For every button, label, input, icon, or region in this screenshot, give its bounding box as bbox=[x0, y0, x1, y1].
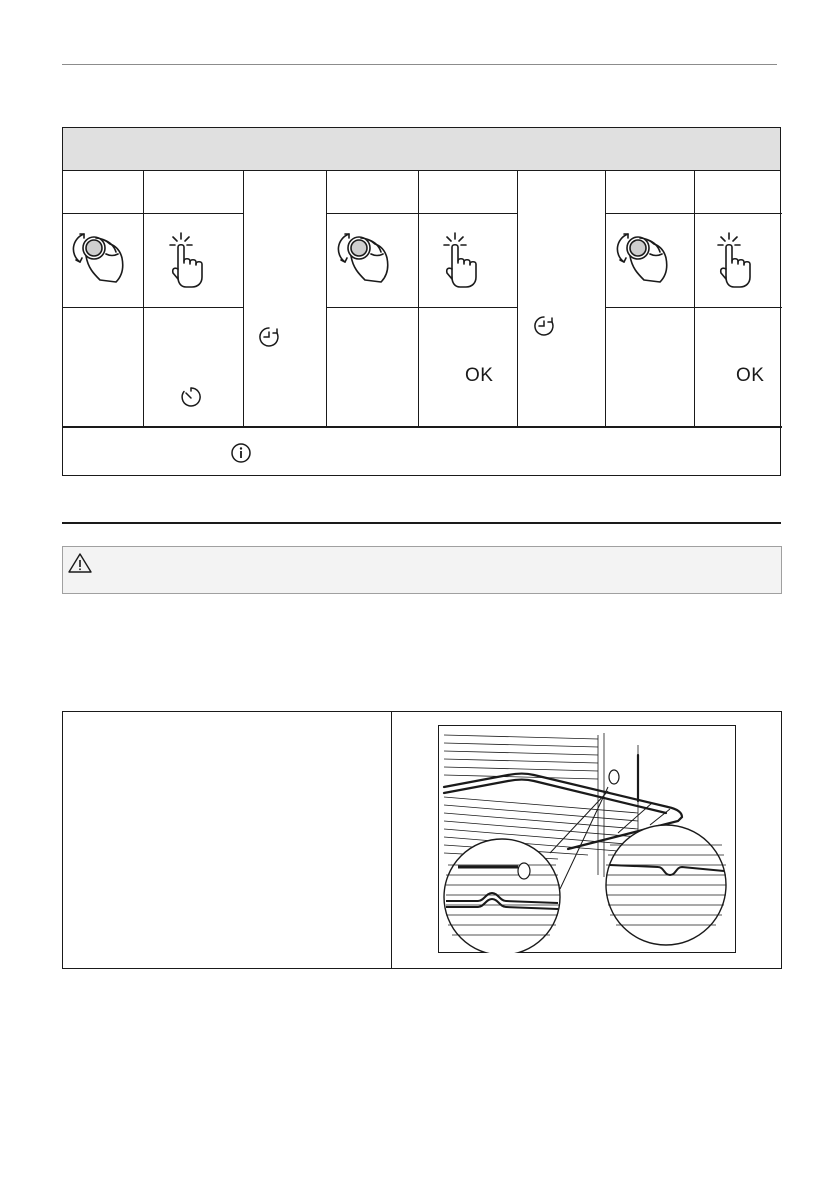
clock-arrow-icon bbox=[257, 325, 281, 349]
warning-triangle-icon bbox=[67, 552, 93, 574]
touch-press-hand-icon bbox=[169, 231, 213, 291]
touch-press-hand-icon bbox=[717, 231, 761, 291]
section-rule bbox=[62, 522, 781, 524]
ok-label: OK bbox=[465, 365, 494, 386]
warning-box bbox=[62, 546, 782, 594]
step-table bbox=[62, 127, 781, 476]
touch-press-hand-icon bbox=[443, 231, 487, 291]
knob-rotate-hand-icon bbox=[614, 224, 678, 290]
oven-shelf-runner-illustration bbox=[438, 725, 736, 953]
knob-rotate-hand-icon bbox=[70, 224, 134, 290]
page-header-rule bbox=[62, 64, 777, 65]
timer-icon bbox=[180, 386, 202, 408]
info-icon bbox=[230, 442, 252, 464]
ok-label: OK bbox=[736, 365, 765, 386]
step-table-header bbox=[63, 128, 780, 171]
shelf-figure-table bbox=[62, 711, 782, 969]
knob-rotate-hand-icon bbox=[335, 224, 399, 290]
clock-arrow-icon bbox=[532, 314, 556, 338]
